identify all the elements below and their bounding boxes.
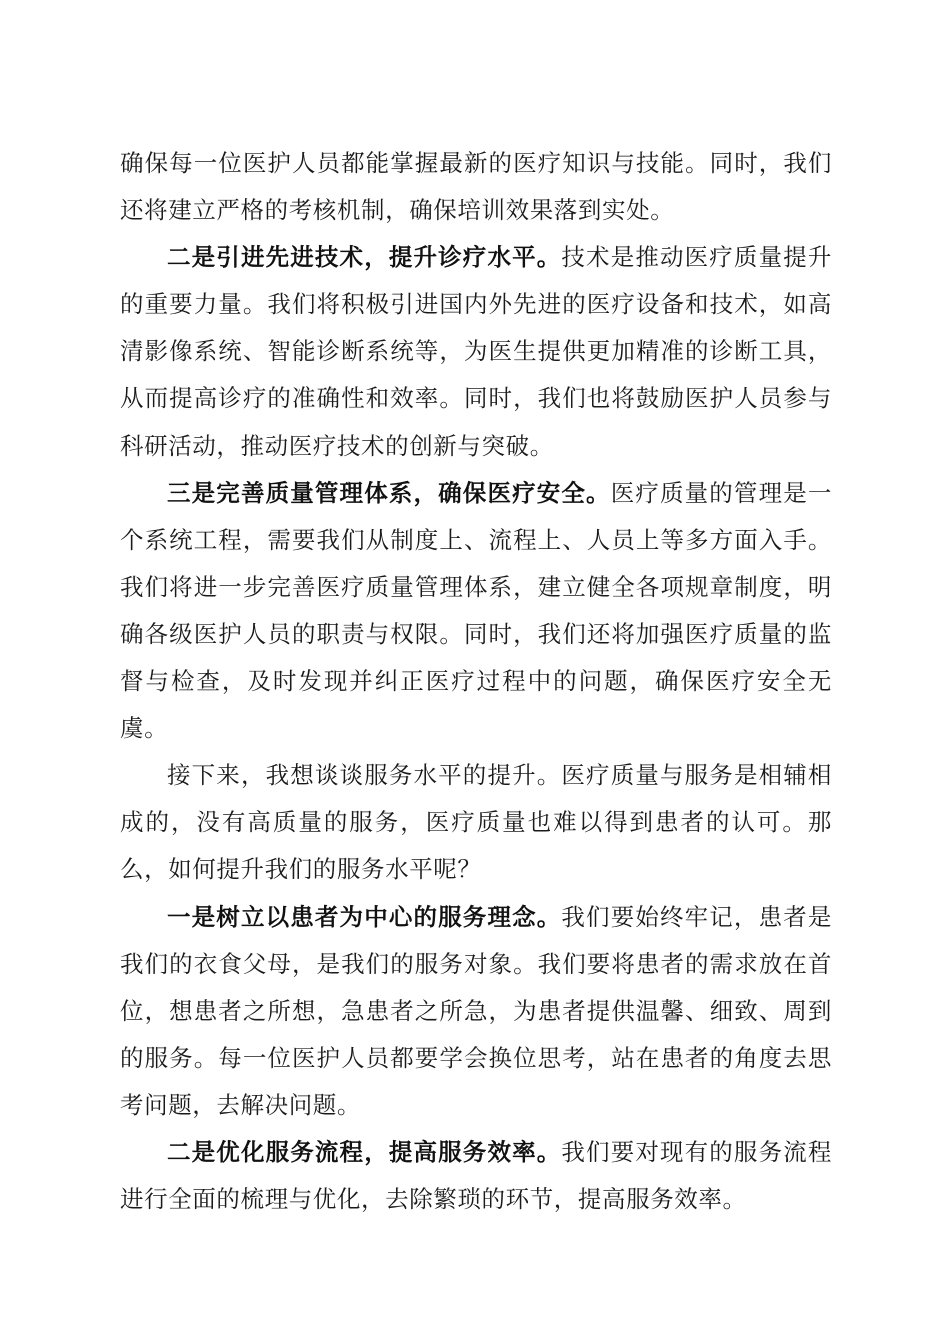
paragraph-lead-heading: 二是优化服务流程，提高服务效率。 (167, 1137, 562, 1166)
paragraph-text: 接下来，我想谈谈服务水平的提升。医疗质量与服务是相辅相成的，没有高质量的服务，医疗质量也难以得到患者的认可。那么，如何提升我们的服务水平呢？ (120, 761, 832, 884)
paragraph-quality-management (120, 470, 832, 753)
paragraph-optimize-process (120, 1129, 832, 1223)
paragraph-text: 确保每一位医护人员都能掌握最新的医疗知识与技能。同时，我们还将建立严格的考核机制，确保培训效果落到实处。 (120, 149, 832, 225)
paragraph-lead-heading: 一是树立以患者为中心的服务理念。 (167, 902, 562, 931)
paragraph-introduce-technology (120, 234, 832, 469)
paragraph-text: 我们要始终牢记，患者是我们的衣食父母，是我们的服务对象。我们要将患者的需求放在首位，想患者之所想，急患者之所急，为患者提供温馨、细致、周到的服务。每一位医护人员都要学会换位思考，站在患者的角度去思考问题，去解决问题。 (120, 902, 832, 1119)
paragraph-continuation (120, 140, 832, 234)
paragraph-patient-centered (120, 894, 832, 1129)
paragraph-text: 技术是推动医疗质量提升的重要力量。我们将积极引进国内外先进的医疗设备和技术，如高清影像系统、智能诊断系统等，为医生提供更加精准的诊断工具，从而提高诊疗的准确性和效率。同时，我们也将鼓励医护人员参与科研活动，推动医疗技术的创新与突破。 (120, 243, 832, 460)
paragraph-service-level-intro (120, 752, 832, 893)
paragraph-text: 医疗质量的管理是一个系统工程，需要我们从制度上、流程上、人员上等多方面入手。我们将进一步完善医疗质量管理体系，建立健全各项规章制度，明确各级医护人员的职责与权限。同时，我们还将加强医疗质量的监督与检查，及时发现并纠正医疗过程中的问题，确保医疗安全无虞。 (120, 478, 832, 743)
paragraph-lead-heading: 三是完善质量管理体系，确保医疗安全。 (167, 478, 611, 507)
paragraph-lead-heading: 二是引进先进技术，提升诊疗水平。 (167, 243, 562, 272)
paragraph-text: 我们要对现有的服务流程进行全面的梳理与优化，去除繁琐的环节，提高服务效率。 (120, 1137, 832, 1214)
document-body (120, 140, 832, 1223)
